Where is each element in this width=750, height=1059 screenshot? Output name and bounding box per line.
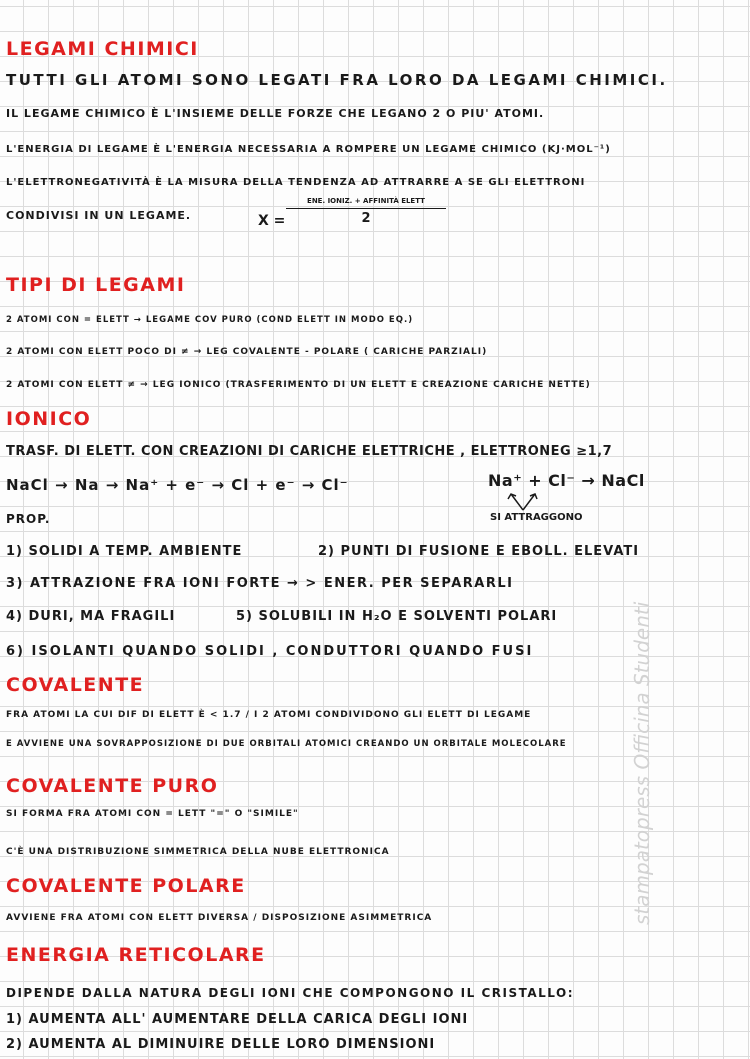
fraction-numerator: ENE. IONIZ. + AFFINITÀ ELETT	[286, 197, 446, 209]
text-line: AVVIENE FRA ATOMI CON ELETT DIVERSA / DISPOSIZIONE ASIMMETRICA	[6, 913, 433, 923]
text-line: 2 ATOMI CON = ELETT → LEGAME COV PURO (COND ELETT IN MODO EQ.)	[6, 315, 414, 325]
property-item: 6) ISOLANTI QUANDO SOLIDI , CONDUTTORI QUANDO FUSI	[6, 644, 534, 659]
section-title-covalente: COVALENTE	[6, 674, 145, 696]
fraction-denominator: 2	[361, 211, 371, 226]
property-item: 1) SOLIDI A TEMP. AMBIENTE	[6, 544, 243, 559]
text-line: 2 ATOMI CON ELETT POCO DI ≠ → LEG COVALENTE - POLARE ( CARICHE PARZIALI)	[6, 347, 488, 357]
section-title-tipi-di-legami: TIPI DI LEGAMI	[6, 274, 186, 296]
text-line: IL LEGAME CHIMICO È L'INSIEME DELLE FORZE CHE LEGANO 2 O PIU' ATOMI.	[6, 107, 545, 120]
section-title-covalente-puro: COVALENTE PURO	[6, 775, 219, 797]
property-item: 5) SOLUBILI IN H₂O E SOLVENTI POLARI	[236, 609, 558, 624]
section-title-ionico: IONICO	[6, 408, 92, 430]
text-line: TRASF. DI ELETT. CON CREAZIONI DI CARICHE ELETTRICHE , ELETTRONEG ≥1,7	[6, 444, 613, 459]
electronegativity-fraction	[286, 197, 446, 226]
text-line: DIPENDE DALLA NATURA DEGLI IONI CHE COMPONGONO IL CRISTALLO:	[6, 986, 575, 1000]
text-line: 2 ATOMI CON ELETT ≠ → LEG IONICO (TRASFERIMENTO DI UN ELETT E CREAZIONE CARICHE NETTE)	[6, 380, 591, 390]
text-line: CONDIVISI IN UN LEGAME.	[6, 209, 192, 222]
section-title-energia-reticolare: ENERGIA RETICOLARE	[6, 944, 266, 966]
text-line: TUTTI GLI ATOMI SONO LEGATI FRA LORO DA LEGAMI CHIMICI.	[6, 71, 668, 89]
text-line: C'È UNA DISTRIBUZIONE SIMMETRICA DELLA NUBE ELETTRONICA	[6, 847, 390, 857]
property-item: 4) DURI, MA FRAGILI	[6, 609, 176, 624]
section-title-legami-chimici: LEGAMI CHIMICI	[6, 38, 199, 60]
attraction-arrows-icon	[505, 492, 545, 514]
text-line: FRA ATOMI LA CUI DIF DI ELETT È < 1.7 / I 2 ATOMI CONDIVIDONO GLI ELETT DI LEGAME	[6, 710, 532, 720]
prop-label: PROP.	[6, 512, 51, 526]
equation-nacl: Na⁺ + Cl⁻ → NaCl	[488, 471, 645, 490]
section-title-covalente-polare: COVALENTE POLARE	[6, 875, 246, 897]
text-line: L'ENERGIA DI LEGAME È L'ENERGIA NECESSARIA A ROMPERE UN LEGAME CHIMICO (KJ·MOL⁻¹)	[6, 144, 611, 155]
text-line: SI FORMA FRA ATOMI CON = LETT "=" O "SIMILE"	[6, 809, 299, 819]
formula-x-label: X =	[258, 213, 286, 229]
watermark: stampatopress Officina Studenti	[630, 601, 654, 925]
attraction-label: SI ATTRAGGONO	[490, 512, 583, 523]
property-item: 3) ATTRAZIONE FRA IONI FORTE → > ENER. PER SEPARARLI	[6, 576, 514, 591]
text-line: E AVVIENE UNA SOVRAPPOSIZIONE DI DUE ORBITALI ATOMICI CREANDO UN ORBITALE MOLECOLARE	[6, 739, 567, 749]
text-line: L'ELETTRONEGATIVITÀ È LA MISURA DELLA TENDENZA AD ATTRARRE A SE GLI ELETTRONI	[6, 177, 586, 188]
equation-line: NaCl → Na → Na⁺ + e⁻ → Cl + e⁻ → Cl⁻	[6, 476, 349, 494]
text-line: 2) AUMENTA AL DIMINUIRE DELLE LORO DIMENSIONI	[6, 1037, 436, 1052]
text-line: 1) AUMENTA ALL' AUMENTARE DELLA CARICA DEGLI IONI	[6, 1012, 469, 1027]
property-item: 2) PUNTI DI FUSIONE E EBOLL. ELEVATI	[318, 544, 640, 559]
